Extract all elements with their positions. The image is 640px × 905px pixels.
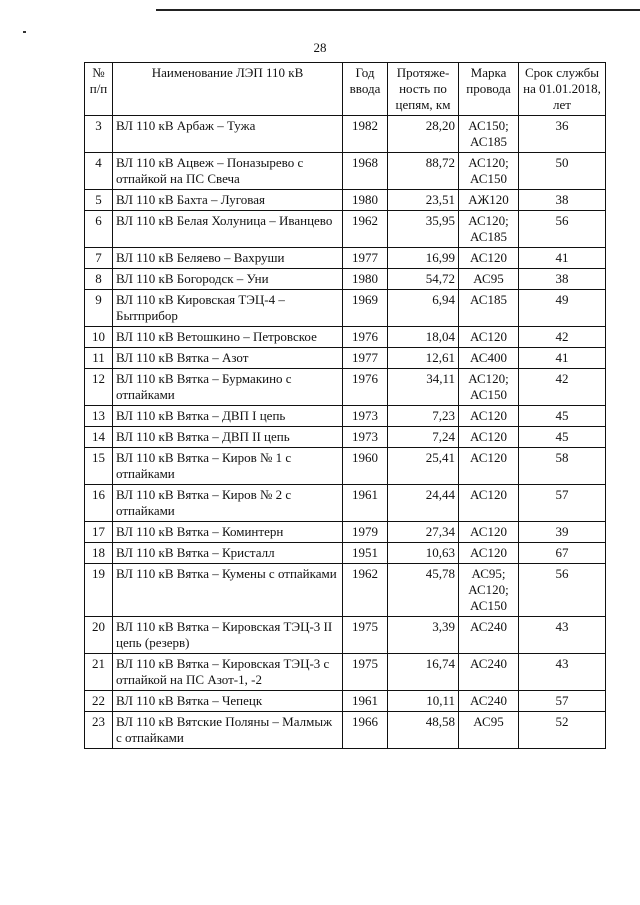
row-number: 9: [85, 290, 113, 327]
table-row: [85, 153, 606, 190]
row-number: 3: [85, 116, 113, 153]
wire-grade: АС120; АС150: [459, 369, 519, 406]
circuit-length: 88,72: [388, 153, 459, 190]
wire-grade: АС240: [459, 617, 519, 654]
header-year: Год ввода: [343, 63, 388, 116]
service-life: 43: [519, 654, 606, 691]
wire-grade: АС400: [459, 348, 519, 369]
table-row: [85, 327, 606, 348]
line-name: ВЛ 110 кВ Вятка – Кировская ТЭЦ-3 с отпайкой на ПС Азот-1, -2: [113, 654, 343, 691]
wire-grade: АС95: [459, 712, 519, 749]
wire-grade: АС185: [459, 290, 519, 327]
table-row: [85, 211, 606, 248]
scan-mark: [23, 31, 26, 33]
circuit-length: 34,11: [388, 369, 459, 406]
row-number: 6: [85, 211, 113, 248]
commission-year: 1951: [343, 543, 388, 564]
circuit-length: 6,94: [388, 290, 459, 327]
circuit-length: 48,58: [388, 712, 459, 749]
table-row: [85, 248, 606, 269]
line-name: ВЛ 110 кВ Беляево – Вахруши: [113, 248, 343, 269]
commission-year: 1962: [343, 564, 388, 617]
line-name: ВЛ 110 кВ Кировская ТЭЦ-4 – Бытприбор: [113, 290, 343, 327]
service-life: 49: [519, 290, 606, 327]
line-name: ВЛ 110 кВ Вятка – Кумены с отпайками: [113, 564, 343, 617]
row-number: 10: [85, 327, 113, 348]
wire-grade: АС120: [459, 448, 519, 485]
row-number: 23: [85, 712, 113, 749]
line-name: ВЛ 110 кВ Вятка – Киров № 2 с отпайками: [113, 485, 343, 522]
circuit-length: 27,34: [388, 522, 459, 543]
service-life: 52: [519, 712, 606, 749]
commission-year: 1969: [343, 290, 388, 327]
wire-grade: АС95: [459, 269, 519, 290]
wire-grade: АС240: [459, 691, 519, 712]
commission-year: 1976: [343, 369, 388, 406]
wire-grade: АС150; АС185: [459, 116, 519, 153]
wire-grade: АС120: [459, 485, 519, 522]
table-row: [85, 691, 606, 712]
service-life: 38: [519, 269, 606, 290]
top-rule: [156, 9, 640, 11]
line-name: ВЛ 110 кВ Вятка – ДВП I цепь: [113, 406, 343, 427]
service-life: 56: [519, 564, 606, 617]
table-row: [85, 485, 606, 522]
table-row: [85, 427, 606, 448]
row-number: 18: [85, 543, 113, 564]
table-row: [85, 522, 606, 543]
circuit-length: 23,51: [388, 190, 459, 211]
table-row: [85, 348, 606, 369]
row-number: 13: [85, 406, 113, 427]
circuit-length: 16,99: [388, 248, 459, 269]
circuit-length: 10,11: [388, 691, 459, 712]
commission-year: 1977: [343, 248, 388, 269]
table-row: [85, 543, 606, 564]
row-number: 14: [85, 427, 113, 448]
commission-year: 1977: [343, 348, 388, 369]
circuit-length: 45,78: [388, 564, 459, 617]
line-name: ВЛ 110 кВ Вятка – Коминтерн: [113, 522, 343, 543]
commission-year: 1975: [343, 617, 388, 654]
table-row: [85, 564, 606, 617]
line-name: ВЛ 110 кВ Вятские Поляны – Малмыж с отпайками: [113, 712, 343, 749]
service-life: 45: [519, 427, 606, 448]
wire-grade: АС120: [459, 427, 519, 448]
circuit-length: 25,41: [388, 448, 459, 485]
circuit-length: 3,39: [388, 617, 459, 654]
service-life: 45: [519, 406, 606, 427]
commission-year: 1973: [343, 406, 388, 427]
line-name: ВЛ 110 кВ Бахта – Луговая: [113, 190, 343, 211]
header-num: № п/п: [85, 63, 113, 116]
table-row: [85, 654, 606, 691]
line-name: ВЛ 110 кВ Богородск – Уни: [113, 269, 343, 290]
row-number: 15: [85, 448, 113, 485]
row-number: 7: [85, 248, 113, 269]
power-lines-table: [84, 62, 606, 749]
circuit-length: 35,95: [388, 211, 459, 248]
service-life: 41: [519, 248, 606, 269]
wire-grade: АС120: [459, 248, 519, 269]
table-row: [85, 406, 606, 427]
line-name: ВЛ 110 кВ Вятка – Киров № 1 с отпайками: [113, 448, 343, 485]
table-row: [85, 712, 606, 749]
wire-grade: АС95; АС120; АС150: [459, 564, 519, 617]
table-row: [85, 369, 606, 406]
table-row: [85, 448, 606, 485]
service-life: 42: [519, 327, 606, 348]
circuit-length: 28,20: [388, 116, 459, 153]
wire-grade: АС120: [459, 543, 519, 564]
line-name: ВЛ 110 кВ Белая Холуница – Иванцево: [113, 211, 343, 248]
line-name: ВЛ 110 кВ Вятка – Кристалл: [113, 543, 343, 564]
row-number: 5: [85, 190, 113, 211]
commission-year: 1968: [343, 153, 388, 190]
service-life: 41: [519, 348, 606, 369]
table-row: [85, 190, 606, 211]
wire-grade: АС120; АС185: [459, 211, 519, 248]
service-life: 42: [519, 369, 606, 406]
commission-year: 1973: [343, 427, 388, 448]
service-life: 57: [519, 691, 606, 712]
table-row: [85, 290, 606, 327]
header-length: Протяже-ность по цепям, км: [388, 63, 459, 116]
table-row: [85, 269, 606, 290]
commission-year: 1979: [343, 522, 388, 543]
wire-grade: АС240: [459, 654, 519, 691]
service-life: 43: [519, 617, 606, 654]
row-number: 11: [85, 348, 113, 369]
service-life: 57: [519, 485, 606, 522]
circuit-length: 7,23: [388, 406, 459, 427]
circuit-length: 24,44: [388, 485, 459, 522]
service-life: 39: [519, 522, 606, 543]
line-name: ВЛ 110 кВ Ацвеж – Поназырево с отпайкой на ПС Свеча: [113, 153, 343, 190]
table-row: [85, 617, 606, 654]
header-name: Наименование ЛЭП 110 кВ: [113, 63, 343, 116]
commission-year: 1980: [343, 190, 388, 211]
wire-grade: АЖ120: [459, 190, 519, 211]
commission-year: 1961: [343, 691, 388, 712]
wire-grade: АС120: [459, 327, 519, 348]
page-number: 28: [313, 40, 327, 55]
table-header-row: [85, 63, 606, 116]
commission-year: 1960: [343, 448, 388, 485]
circuit-length: 18,04: [388, 327, 459, 348]
commission-year: 1982: [343, 116, 388, 153]
row-number: 12: [85, 369, 113, 406]
service-life: 56: [519, 211, 606, 248]
service-life: 36: [519, 116, 606, 153]
commission-year: 1980: [343, 269, 388, 290]
commission-year: 1976: [343, 327, 388, 348]
wire-grade: АС120; АС150: [459, 153, 519, 190]
row-number: 8: [85, 269, 113, 290]
wire-grade: АС120: [459, 406, 519, 427]
table-row: [85, 116, 606, 153]
line-name: ВЛ 110 кВ Ветошкино – Петровское: [113, 327, 343, 348]
row-number: 22: [85, 691, 113, 712]
row-number: 20: [85, 617, 113, 654]
commission-year: 1966: [343, 712, 388, 749]
commission-year: 1962: [343, 211, 388, 248]
service-life: 38: [519, 190, 606, 211]
line-name: ВЛ 110 кВ Вятка – Азот: [113, 348, 343, 369]
wire-grade: АС120: [459, 522, 519, 543]
line-name: ВЛ 110 кВ Вятка – ДВП II цепь: [113, 427, 343, 448]
commission-year: 1975: [343, 654, 388, 691]
line-name: ВЛ 110 кВ Вятка – Чепецк: [113, 691, 343, 712]
row-number: 17: [85, 522, 113, 543]
circuit-length: 12,61: [388, 348, 459, 369]
circuit-length: 16,74: [388, 654, 459, 691]
row-number: 21: [85, 654, 113, 691]
commission-year: 1961: [343, 485, 388, 522]
line-name: ВЛ 110 кВ Вятка – Бурмакино с отпайками: [113, 369, 343, 406]
circuit-length: 54,72: [388, 269, 459, 290]
row-number: 19: [85, 564, 113, 617]
service-life: 50: [519, 153, 606, 190]
circuit-length: 7,24: [388, 427, 459, 448]
circuit-length: 10,63: [388, 543, 459, 564]
row-number: 4: [85, 153, 113, 190]
header-wire: Марка провода: [459, 63, 519, 116]
header-service-life: Срок службы на 01.01.2018, лет: [519, 63, 606, 116]
line-name: ВЛ 110 кВ Арбаж – Тужа: [113, 116, 343, 153]
service-life: 67: [519, 543, 606, 564]
row-number: 16: [85, 485, 113, 522]
line-name: ВЛ 110 кВ Вятка – Кировская ТЭЦ-3 II цепь (резерв): [113, 617, 343, 654]
service-life: 58: [519, 448, 606, 485]
